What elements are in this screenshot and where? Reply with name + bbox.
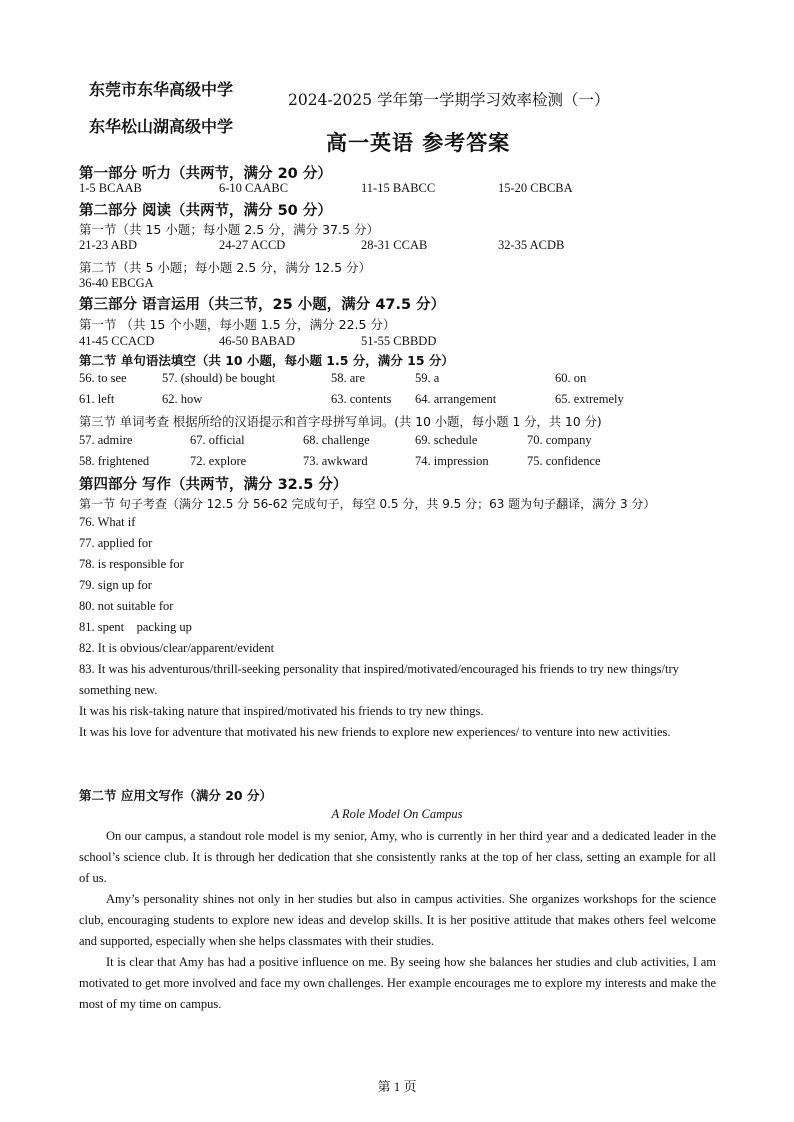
school-name-2: 东华松山湖高级中学 — [89, 117, 234, 136]
page-number: 第 1 页 — [377, 1079, 417, 1094]
answer-item: 57. admire — [79, 433, 133, 447]
part2-heading: 第二部分 阅读（共两节，满分 50 分） — [79, 203, 332, 219]
answer-item: 67. official — [190, 433, 245, 447]
part3-sec3-heading: 第三节 单词考查 根据所给的汉语提示和首字母拼写单词。(共 10 小题，每小题 1 分，共 10 分) — [79, 415, 602, 429]
part1-heading: 第一部分 听力（共两节，满分 20 分） — [79, 166, 332, 182]
answer-item: 61. left — [79, 392, 115, 406]
school-name-1: 东莞市东华高级中学 — [89, 80, 234, 99]
exam-title: 2024-2025 学年第一学期学习效率检测（一） — [288, 91, 610, 109]
essay-paragraph: On our campus, a standout role model is my senior, Amy, who is currently in her third year and a dedicated leader in the school’s science club. It is through her dedication that she consistently ranks at the top of her class, setting an example for all of us. — [79, 829, 716, 885]
answer-line: 82. It is obvious/clear/apparent/evident — [79, 641, 275, 655]
answer-item: 62. how — [162, 392, 203, 406]
answer-item: 63. contents — [331, 392, 392, 406]
answer-item: 56. to see — [79, 371, 127, 385]
answer-item: 70. company — [527, 433, 592, 447]
answer-item: 58. frightened — [79, 454, 150, 468]
part2-sec2-answer: 36-40 EBCGA — [79, 276, 154, 290]
answer-83-alt-1: It was his risk-taking nature that inspired/motivated his friends to try new things. — [79, 704, 484, 718]
essay-paragraph: Amy’s personality shines not only in her studies but also in campus activities. She organizes workshops for the science club, encouraging students to explore new ideas and develop skills. It is her positive attitude that makes others feel welcome and supported, especially when she helps classmates with their studies. — [79, 892, 716, 948]
part4-sec2-heading: 第二节 应用文写作（满分 20 分） — [79, 788, 272, 803]
answer-line: 81. spent packing up — [79, 620, 192, 634]
part2-sec1-heading: 第一节（共 15 小题；每小题 2.5 分，满分 37.5 分） — [79, 222, 379, 237]
answer-group: 15-20 CBCBA — [498, 181, 573, 195]
answer-line: 77. applied for — [79, 536, 153, 550]
answer-line: 76. What if — [79, 515, 136, 529]
answer-line: 78. is responsible for — [79, 557, 184, 571]
answer-item: 68. challenge — [303, 433, 370, 447]
answer-group: 1-5 BCAAB — [79, 181, 142, 195]
answer-group: 51-55 CBBDD — [361, 334, 437, 348]
answer-group: 6-10 CAABC — [219, 181, 289, 195]
answer-item: 69. schedule — [415, 433, 478, 447]
answer-item: 74. impression — [415, 454, 489, 468]
answer-item: 60. on — [555, 371, 587, 385]
answer-item: 73. awkward — [303, 454, 368, 468]
answer-group: 32-35 ACDB — [498, 238, 565, 252]
part4-sec1-heading: 第一节 句子考查（满分 12.5 分 56-62 完成句子，每空 0.5 分，共 9.5 分；63 题为句子翻译，满分 3 分） — [79, 497, 656, 511]
essay-title: A Role Model On Campus — [331, 807, 463, 821]
answer-group: 41-45 CCACD — [79, 334, 155, 348]
answer-83-alt-2: It was his love for adventure that motivated his new friends to explore new experiences/ to venture into new activities. — [79, 725, 671, 739]
answer-item: 65. extremely — [555, 392, 624, 406]
part2-sec2-heading: 第二节（共 5 小题；每小题 2.5 分，满分 12.5 分） — [79, 260, 372, 275]
part4-heading: 第四部分 写作（共两节，满分 32.5 分） — [79, 477, 348, 493]
page-title: 高一英语 参考答案 — [326, 131, 511, 155]
answer-item: 58. are — [331, 371, 366, 385]
answer-item: 72. explore — [190, 454, 247, 468]
part3-sec1-heading: 第一节 （共 15 个小题，每小题 1.5 分，满分 22.5 分） — [79, 317, 396, 332]
answer-group: 28-31 CCAB — [361, 238, 428, 252]
essay-paragraph: It is clear that Amy has had a positive influence on me. By seeing how she balances her studies and club activities, I am motivated to get more involved and face my own challenges. Her example encourages me to explore my interests and make the most of my time on campus. — [79, 955, 716, 1011]
answer-group: 46-50 BABAD — [219, 334, 296, 348]
part3-sec2-heading: 第二节 单句语法填空（共 10 小题，每小题 1.5 分，满分 15 分） — [79, 353, 454, 368]
answer-group: 21-23 ABD — [79, 238, 137, 252]
answer-item: 57. (should) be bought — [162, 371, 276, 385]
answer-item: 75. confidence — [527, 454, 601, 468]
answer-line: 79. sign up for — [79, 578, 152, 592]
answer-group: 24-27 ACCD — [219, 238, 286, 252]
answer-item: 64. arrangement — [415, 392, 497, 406]
part3-heading: 第三部分 语言运用（共三节，25 小题，满分 47.5 分） — [79, 297, 446, 313]
answer-item: 59. a — [415, 371, 440, 385]
answer-line: 80. not suitable for — [79, 599, 174, 613]
answer-83: 83. It was his adventurous/thrill-seeking personality that inspired/motivated/encouraged his friends to try new things/try something new. — [79, 662, 679, 697]
answer-group: 11-15 BABCC — [361, 181, 436, 195]
